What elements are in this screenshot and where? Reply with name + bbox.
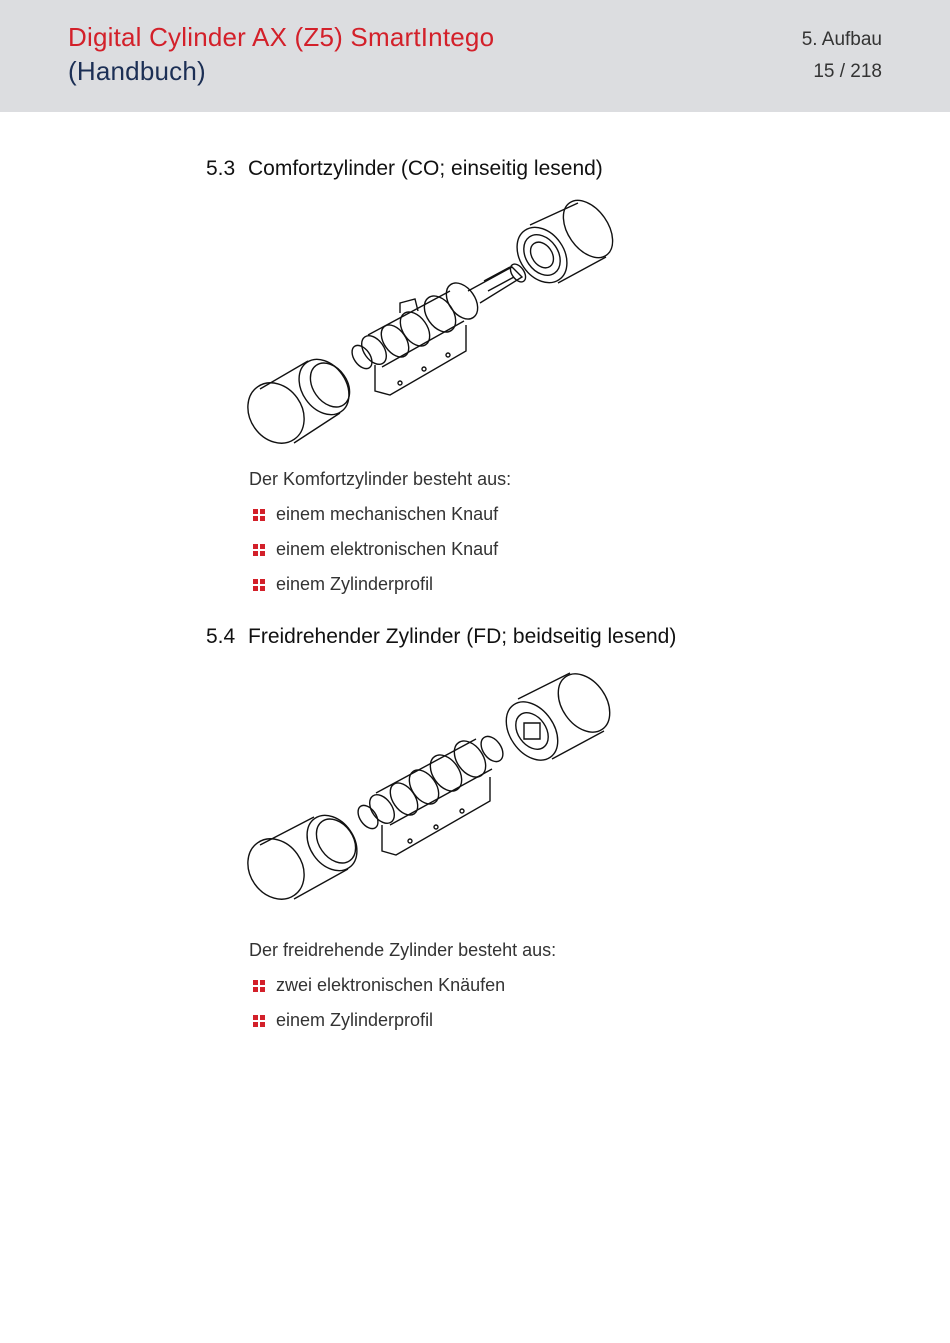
- comfort-cylinder-illustration: [240, 195, 620, 455]
- list-item: [249, 975, 505, 1010]
- red-square-bullet-icon: [253, 1015, 265, 1027]
- list-item-text: einem mechanischen Knauf: [276, 504, 499, 524]
- list-item: [249, 574, 498, 609]
- red-square-bullet-icon: [253, 509, 265, 521]
- list-item-text: einem Zylinderprofil: [276, 1010, 434, 1030]
- section-intro: Der Komfortzylinder besteht aus:: [249, 469, 512, 489]
- section-title: Comfortzylinder (CO; einseitig lesend): [248, 157, 603, 180]
- list-item-text: zwei elektronischen Knäufen: [276, 975, 506, 995]
- section-number: 5.4: [206, 625, 236, 648]
- page-header: [0, 0, 950, 112]
- list-item-text: einem Zylinderprofil: [276, 574, 434, 594]
- component-list: [249, 975, 505, 1045]
- section-heading-5-3: [206, 157, 603, 181]
- list-item: [249, 504, 498, 539]
- section-title: Freidrehender Zylinder (FD; beidseitig lesend): [248, 625, 677, 648]
- page-number: 15 / 218: [813, 61, 882, 82]
- list-item: [249, 539, 498, 574]
- red-square-bullet-icon: [253, 544, 265, 556]
- section-number: 5.3: [206, 157, 236, 180]
- section-intro: Der freidrehende Zylinder besteht aus:: [249, 940, 557, 960]
- list-item: [249, 1010, 505, 1045]
- section-heading-5-4: [206, 625, 676, 649]
- free-turning-cylinder-illustration: [240, 665, 620, 925]
- list-item-text: einem elektronischen Knauf: [276, 539, 499, 559]
- red-square-bullet-icon: [253, 980, 265, 992]
- document-title: Digital Cylinder AX (Z5) SmartIntego: [68, 22, 495, 52]
- component-list: [249, 504, 498, 609]
- chapter-label: 5. Aufbau: [801, 29, 882, 50]
- red-square-bullet-icon: [253, 579, 265, 591]
- document-subtitle: (Handbuch): [68, 56, 206, 86]
